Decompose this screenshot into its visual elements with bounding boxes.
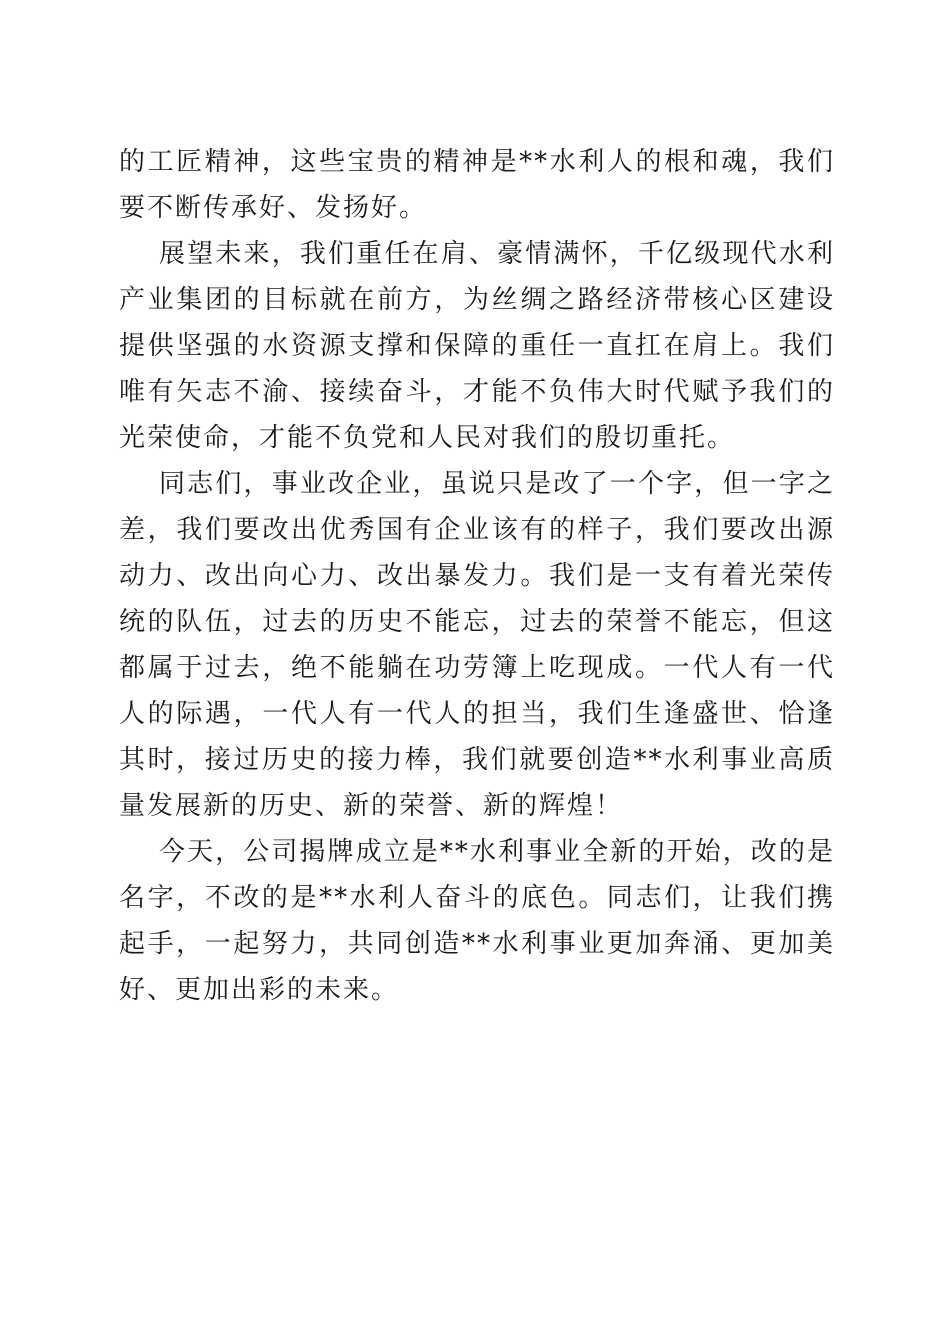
document-body <box>119 139 835 1013</box>
paragraph-2: 展望未来，我们重任在肩、豪情满怀，千亿级现代水利产业集团的目标就在前方，为丝绸之路经济带核心区建设提供坚强的水资源支撑和保障的重任一直扛在肩上。我们唯有矢志不渝、接续奋斗，才能不负伟大时代赋予我们的光荣使命，才能不负党和人民对我们的殷切重托。 <box>119 239 835 453</box>
paragraph-3: 同志们，事业改企业，虽说只是改了一个字，但一字之差，我们要改出优秀国有企业该有的样子，我们要改出源动力、改出向心力、改出暴发力。我们是一支有着光荣传统的队伍，过去的历史不能忘，过去的荣誉不能忘，但这都属于过去，绝不能躺在功劳簿上吃现成。一代人有一代人的际遇，一代人有一代人的担当，我们生逢盛世、恰逢其时，接过历史的接力棒，我们就要创造**水利事业高质量发展新的历史、新的荣誉、新的辉煌！ <box>119 469 835 821</box>
paragraph-1: 的工匠精神，这些宝贵的精神是**水利人的根和魂，我们要不断传承好、发扬好。 <box>119 147 835 223</box>
paragraph-4: 今天，公司揭牌成立是**水利事业全新的开始，改的是名字，不改的是**水利人奋斗的底色。同志们，让我们携起手，一起努力，共同创造**水利事业更加奔涌、更加美好、更加出彩的未来。 <box>119 837 835 1005</box>
